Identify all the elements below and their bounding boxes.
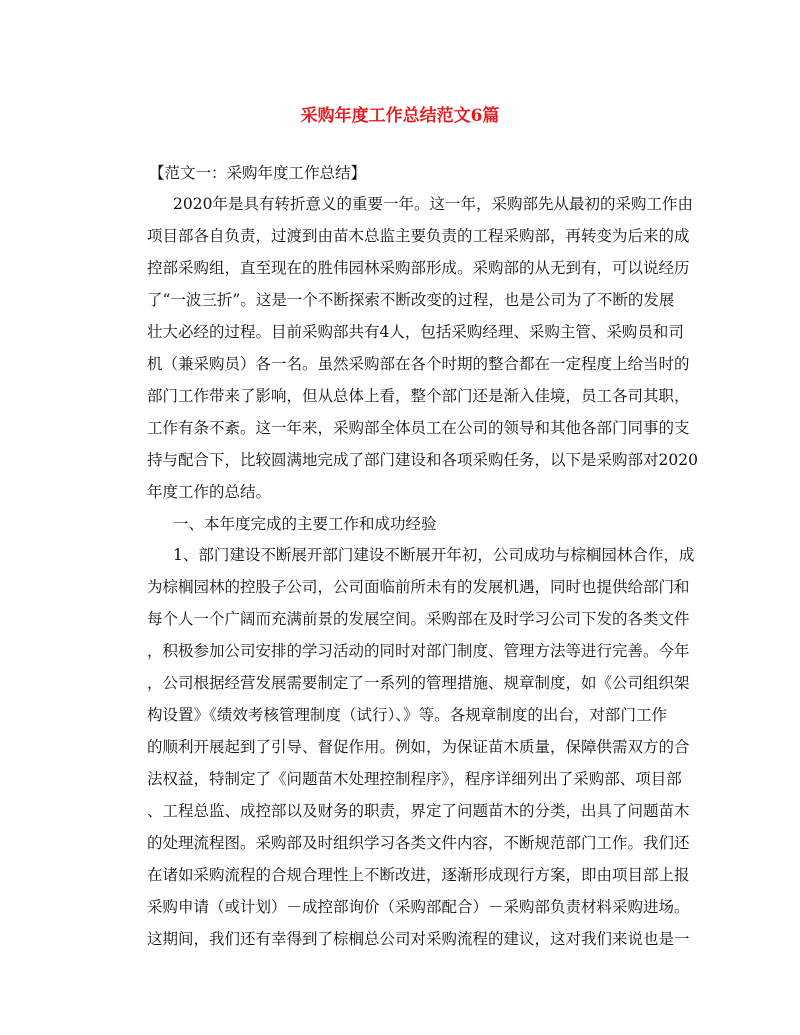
paragraph-2-line-8: 法权益，特制定了《问题苗木处理控制程序》，程序详细列出了采购部、项目部 [147, 770, 682, 788]
paragraph-1-line-1: 2020年是具有转折意义的重要一年。这一年，采购部先从最初的采购工作由 [173, 195, 693, 213]
subheading-1: 一、本年度完成的主要工作和成功经验 [173, 515, 437, 533]
paragraph-1-line-9: 持与配合下，比较圆满地完成了部门建设和各项采购任务，以下是采购部对2020 [147, 451, 698, 469]
paragraph-2-line-12: 采购申请（或计划）－成控部询价（采购部配合）－采购部负责材料采购进场。 [147, 898, 690, 916]
paragraph-1-line-10: 年度工作的总结。 [147, 483, 272, 501]
paragraph-1-line-7: 部门工作带来了影响，但从总体上看，整个部门还是渐入佳境，员工各司其职， [147, 387, 690, 405]
paragraph-2-line-6: 构设置》《绩效考核管理制度（试行）、》等。各规章制度的出台，对部门工作 [147, 706, 667, 724]
paragraph-1-line-8: 工作有条不紊。这一年来，采购部全体员工在公司的领导和其他各部门同事的支 [147, 419, 690, 437]
paragraph-2-line-5: ，公司根据经营发展需要制定了一系列的管理措施、规章制度，如《公司组织架 [147, 674, 690, 692]
document-title: 采购年度工作总结范文6篇 [300, 106, 500, 126]
paragraph-1-line-5: 壮大必经的过程。目前采购部共有4人，包括采购经理、采购主管、采购员和司 [147, 323, 684, 341]
paragraph-2-line-2: 为棕榈园林的控股子公司，公司面临前所未有的发展机遇，同时也提供给部门和 [147, 578, 690, 596]
paragraph-1-line-4: 了“一波三折”。这是一个不断探索不断改变的过程，也是公司为了不断的发展 [147, 291, 675, 309]
paragraph-2-line-7: 的顺利开展起到了引导、督促作用。例如，为保证苗木质量，保障供需双方的合 [147, 738, 690, 756]
paragraph-2-line-4: ，积极参加公司安排的学习活动的同时对部门制度、管理方法等进行完善。今年 [147, 642, 690, 660]
paragraph-2-line-11: 在诸如采购流程的合规合理性上不断改进，逐渐形成现行方案，即由项目部上报 [147, 866, 690, 884]
paragraph-1-line-2: 项目部各自负责，过渡到由苗木总监主要负责的工程采购部，再转变为后来的成 [147, 227, 690, 245]
paragraph-2-line-1: 1、部门建设不断展开部门建设不断展开年初，公司成功与棕榈园林合作，成 [173, 546, 695, 564]
paragraph-1-line-3: 控部采购组，直至现在的胜伟园林采购部形成。采购部的从无到有，可以说经历 [147, 259, 690, 277]
paragraph-2-line-13: 这期间，我们还有幸得到了棕榈总公司对采购流程的建议，这对我们来说也是一 [147, 930, 690, 948]
paragraph-2-line-9: 、工程总监、成控部以及财务的职责，界定了问题苗木的分类，出具了问题苗木 [147, 802, 690, 820]
paragraph-2-line-3: 每个人一个广阔而充满前景的发展空间。采购部在及时学习公司下发的各类文件 [147, 610, 690, 628]
section-heading: 【范文一：采购年度工作总结】 [149, 164, 367, 182]
paragraph-1-line-6: 机（兼采购员）各一名。虽然采购部在各个时期的整合都在一定程度上给当时的 [147, 355, 690, 373]
paragraph-2-line-10: 的处理流程图。采购部及时组织学习各类文件内容，不断规范部门工作。我们还 [147, 834, 690, 852]
